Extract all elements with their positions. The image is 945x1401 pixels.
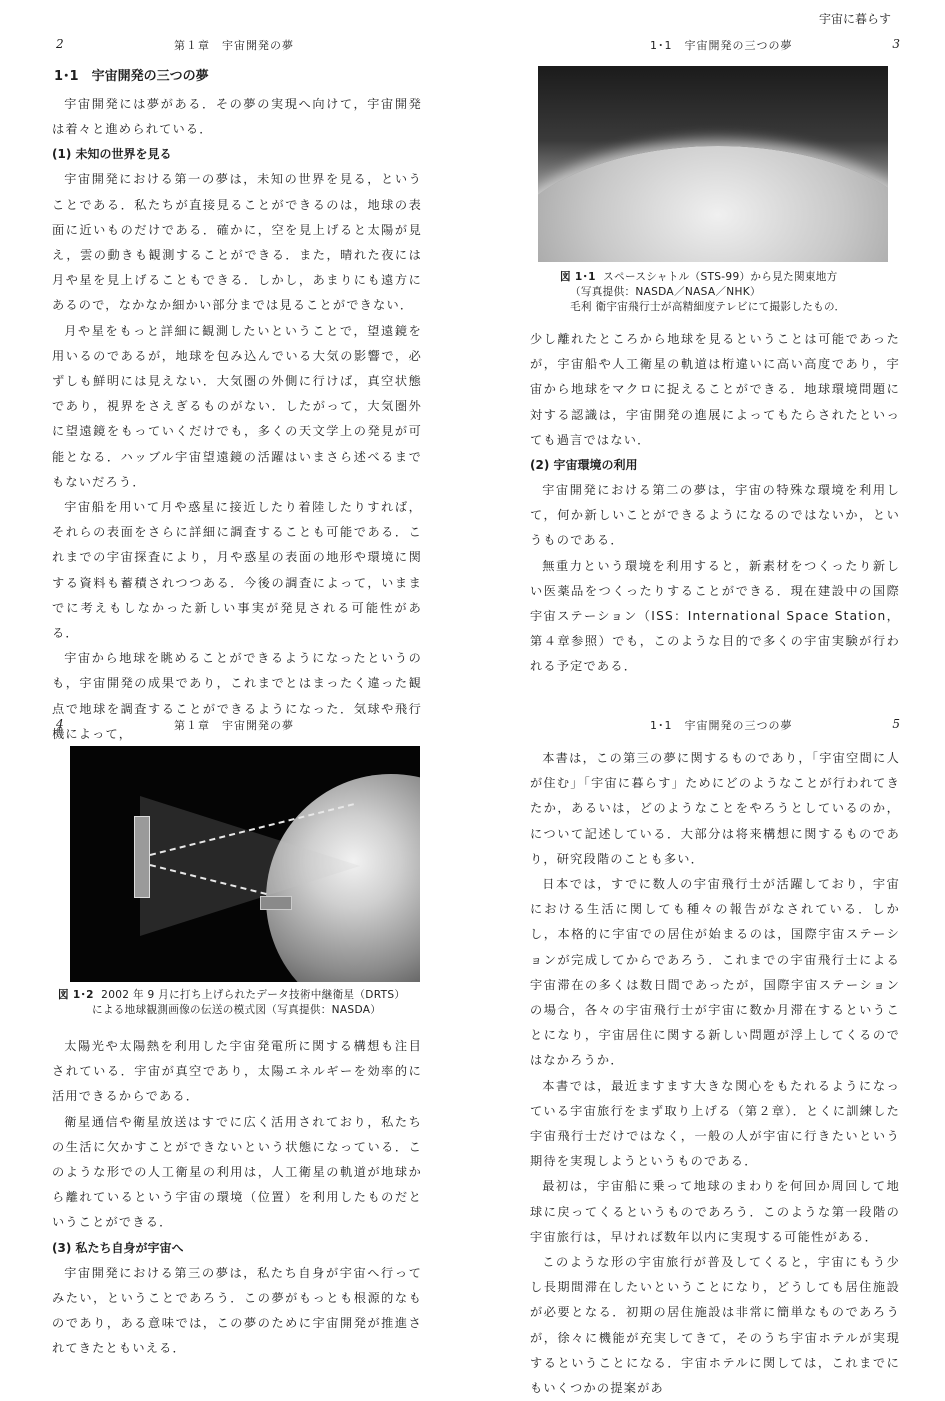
subsection-heading: (3) 私たち自身が宇宙へ (52, 1240, 184, 1255)
paragraph: 宇宙開発における第三の夢は，私たち自身が宇宙へ行ってみたい，ということであろう．この夢がもっとも根源的なものであり，ある意味では，この夢のために宇宙開発が推進されてきたともいえる． (52, 1265, 422, 1356)
paragraph: 無重力という環境を利用すると，新素材をつくったり新しい医薬品をつくったりすることができる．現在建設中の国際宇宙ステーション（ISS：International Space Station，第４章参照）でも，このような目的で多くの宇宙実験が行われる予定である． (530, 558, 900, 674)
section-title: 1･1 宇宙開発の三つの夢 (54, 69, 209, 84)
running-title: 1･1 宇宙開発の三つの夢 (650, 39, 793, 52)
page-2 (52, 34, 422, 747)
caption-label: 図 1･1 (560, 271, 596, 283)
corner-label: 宇宙に暮らす (818, 12, 891, 26)
subsection-heading: (1) 未知の世界を見る (52, 147, 172, 162)
caption-line: 毛利 衛宇宙飛行士が高精細度テレビにて撮影したもの． (570, 301, 846, 313)
figure-caption (560, 270, 900, 315)
paragraph: 宇宙開発における第一の夢は，未知の世界を見る，ということである．私たちが直接見ることができるのは，地球の表面に近いものだけである．確かに，空を見上げると太陽が見え，雲の動きも観測することができる．また，晴れた夜には月や星を見上げることもできる．しかし，あまりにも遠方にあるので，なかなか細かい部分までは見ることができない． (52, 172, 422, 313)
paragraph: 本書は，この第三の夢に関するものであり，「宇宙空間に人が住む」「宇宙に暮らす」ためにどのようなことが行われてきたか，あるいは，どのようなことをやろうとしているのか，について記述している．大部分は将来構想に関するものであり，研究段階のことも多い． (530, 751, 900, 866)
paragraph: 日本では，すでに数人の宇宙飛行士が活躍しており，宇宙における生活に関しても種々の報告がなされている．しかし，本格的に宇宙での居住が始まるのは，国際宇宙ステーションが完成してからであろう．これまでの宇宙飛行士による宇宙滞在の多くは数日間であったが，国際宇宙ステーションの場合，各々の宇宙飛行士が宇宙に数か月滞在するということになり，宇宙居住に関する新しい問題が浮上してくるのではなかろうか． (530, 877, 900, 1068)
earth-horizon-photo (538, 66, 888, 262)
caption-line: 2002 年 9 月に打ち上げられたデータ技術中継衛星（DRTS） (101, 989, 406, 1001)
page-number: 3 (892, 37, 900, 51)
running-head (530, 714, 900, 736)
figure-caption (58, 988, 422, 1018)
running-title: 1･1 宇宙開発の三つの夢 (650, 719, 793, 732)
caption-line: による地球観測画像の伝送の模式図（写真提供：NASDA） (92, 1004, 382, 1016)
paragraph: 宇宙開発には夢がある．その夢の実現へ向けて，宇宙開発は着々と進められている． (52, 97, 422, 137)
running-head (530, 34, 900, 56)
paragraph: 衛星通信や衛星放送はすでに広く活用されており，私たちの生活に欠かすことができないという状態になっている．このような形での人工衛星の利用は，人工衛星の軌道が地球から離れているという宇宙の環境（位置）を利用したものだということができる． (52, 1114, 422, 1230)
page-number: 4 (56, 717, 64, 731)
paragraph: 少し離れたところから地球を見るということは可能であったが，宇宙船や人工衛星の軌道は桁違いに高い高度であり，宇宙から地球をマクロに捉えることができる．地球環境問題に対する認識は，宇宙開発の進展によってもたらされたといっても過言ではない． (530, 332, 900, 447)
running-title: 第１章 宇宙開発の夢 (174, 719, 294, 732)
paragraph: 宇宙船を用いて月や惑星に接近したり着陸したりすれば，それらの表面をさらに詳細に調査することも可能である．これまでの宇宙探査により，月や惑星の表面の地形や環境に関する資料も蓄積されつつある．今後の調査によって，いままでに考えもしなかった新しい事実が発見される可能性がある． (52, 500, 422, 641)
paragraph: 月や星をもっと詳細に観測したいということで，望遠鏡を用いるのであるが，地球を包み込んでいる大気の影響で，必ずしも鮮明には見えない．大気圏の外側に行けば，真空状態であり，視界をさえぎるものがない．したがって，大気圏外に望遠鏡をもっていくだけでも，多くの天文学上の発見が可能となる．ハッブル宇宙望遠鏡の活躍はいまさら述べるまでもないだろう． (52, 323, 422, 489)
paragraph: 本書では，最近ますます大きな関心をもたれるようになっている宇宙旅行をまず取り上げる（第２章）．とくに訓練した宇宙飛行士だけではなく，一般の人が宇宙に行きたいという期待を実現しようというものである． (530, 1078, 900, 1169)
caption-label: 図 1･2 (58, 989, 94, 1001)
subsection-heading: (2) 宇宙環境の利用 (530, 458, 638, 473)
observation-satellite (260, 896, 292, 910)
satellite-relay-illustration (70, 746, 420, 982)
paragraph: 最初は，宇宙船に乗って地球のまわりを何回か周回して地球に戻ってくるというものであろう．このような第一段階の宇宙旅行は，早ければ数年以内に実現する可能性がある． (530, 1179, 900, 1244)
relay-beam (140, 796, 360, 936)
page-number: 5 (892, 717, 900, 731)
running-head (52, 34, 422, 56)
page-5 (530, 714, 900, 1401)
page-3 (530, 34, 900, 680)
caption-line: スペースシャトル（STS-99）から見た関東地方 (603, 271, 838, 283)
earth-surface (538, 146, 888, 262)
page-number: 2 (56, 37, 64, 51)
paragraph: このような形の宇宙旅行が普及してくると，宇宙にもう少し長期間滞在したいということになり，どうしても居住施設が必要となる．初期の居住施設は非常に簡単なものであろうが，徐々に機能が充実してきて，そのうち宇宙ホテルが実現するということになる．宇宙ホテルに関しては，これまでにもいくつかの提案があ (530, 1255, 900, 1396)
relay-satellite (134, 816, 150, 898)
paragraph: 宇宙から地球を眺めることができるようになったというのも，宇宙開発の成果であり，これまでとはまったく違った観点で地球を調査することができるようになった．気球や飛行機によって， (52, 651, 422, 741)
paragraph: 宇宙開発における第二の夢は，宇宙の特殊な環境を利用して，何か新しいことができるようになるのではないか，というものである． (530, 483, 900, 548)
caption-line: （写真提供：NASDA／NASA／NHK） (570, 286, 761, 298)
running-head (52, 714, 422, 736)
running-title: 第１章 宇宙開発の夢 (174, 39, 294, 52)
paragraph: 太陽光や太陽熱を利用した宇宙発電所に関する構想も注目されている．宇宙が真空であり，太陽エネルギーを効率的に活用できるからである． (52, 1039, 422, 1104)
page-4 (52, 714, 422, 1361)
